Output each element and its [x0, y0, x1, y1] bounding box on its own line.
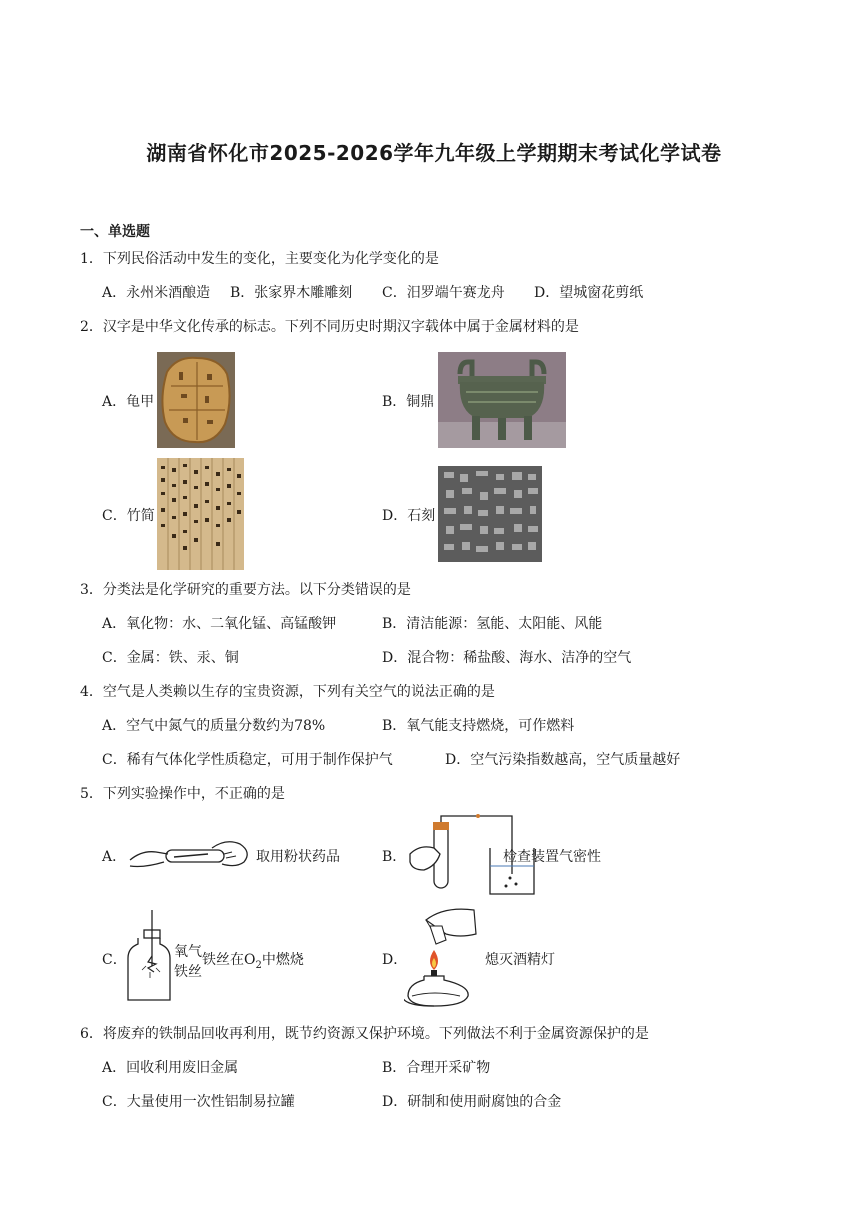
question-3-stem: 3．分类法是化学研究的重要方法。以下分类错误的是 — [80, 582, 411, 598]
q5-option-a-letter: A． — [102, 849, 127, 865]
exam-title: 湖南省怀化市2025-2026学年九年级上学期期末考试化学试卷 — [146, 141, 722, 165]
stone-carving-image — [438, 466, 542, 562]
q1-option-c: C．汨罗端午赛龙舟 — [382, 285, 505, 301]
q4-option-a: A．空气中氮气的质量分数约为78% — [102, 718, 326, 734]
q5-option-c-wire-label: 铁丝 — [174, 964, 202, 980]
q5-option-c-label: 铁丝在$O_2$中燃烧 — [202, 952, 304, 971]
q3-option-b: B．清洁能源：氢能、太阳能、风能 — [382, 616, 603, 632]
q3-option-c: C．金属：铁、汞、铜 — [102, 650, 239, 666]
q5-option-c-oxygen-label: 氧气 — [174, 944, 202, 960]
q4-option-b: B．氧气能支持燃烧，可作燃料 — [382, 718, 575, 734]
question-1-stem: 1．下列民俗活动中发生的变化，主要变化为化学变化的是 — [80, 251, 439, 267]
bamboo-slip-image — [157, 458, 244, 570]
q5-option-d-label: 熄灭酒精灯 — [485, 952, 555, 968]
q5-option-a-label: 取用粉状药品 — [256, 849, 340, 865]
q5-option-b-label: 检查装置气密性 — [503, 849, 601, 865]
q6-option-d: D．研制和使用耐腐蚀的合金 — [382, 1094, 562, 1110]
q2-option-a: A．龟甲 — [102, 394, 155, 410]
q6-option-a: A．回收利用废旧金属 — [102, 1060, 239, 1076]
q3-option-a: A．氧化物：水、二氧化锰、高锰酸钾 — [102, 616, 337, 632]
q6-option-c: C．大量使用一次性铝制易拉罐 — [102, 1094, 295, 1110]
q1-option-b: B．张家界木雕雕刻 — [230, 285, 353, 301]
question-2-stem: 2．汉字是中华文化传承的标志。下列不同历史时期汉字载体中属于金属材料的是 — [80, 319, 579, 335]
q2-option-d: D．石刻 — [382, 508, 436, 524]
tortoise-shell-image — [157, 352, 235, 448]
question-6-stem: 6．将废弃的铁制品回收再利用，既节约资源又保护环境。下列做法不利于金属资源保护的是 — [80, 1026, 649, 1042]
question-4-stem: 4．空气是人类赖以生存的宝贵资源，下列有关空气的说法正确的是 — [80, 684, 495, 700]
q6-option-b: B．合理开采矿物 — [382, 1060, 491, 1076]
q3-option-d: D．混合物：稀盐酸、海水、洁净的空气 — [382, 650, 632, 666]
q4-option-c: C．稀有气体化学性质稳定，可用于制作保护气 — [102, 752, 393, 768]
q1-option-d: D．望城窗花剪纸 — [534, 285, 644, 301]
q5-option-b-letter: B． — [382, 849, 407, 865]
q2-option-c: C．竹简 — [102, 508, 155, 524]
q4-option-d: D．空气污染指数越高，空气质量越好 — [445, 752, 681, 768]
q2-option-b: B．铜鼎 — [382, 394, 435, 410]
q5-option-d-letter: D． — [382, 952, 408, 968]
alcohol-lamp-figure — [404, 904, 484, 1008]
q1-option-a: A．永州米酒酿造 — [102, 285, 211, 301]
iron-wire-combustion-figure — [124, 910, 174, 1004]
powder-spatula-figure — [128, 834, 256, 874]
bronze-ding-image — [438, 352, 566, 448]
question-5-stem: 5．下列实验操作中，不正确的是 — [80, 786, 285, 802]
q5-option-c-letter: C． — [102, 952, 127, 968]
section-heading: 一、单选题 — [80, 224, 150, 240]
